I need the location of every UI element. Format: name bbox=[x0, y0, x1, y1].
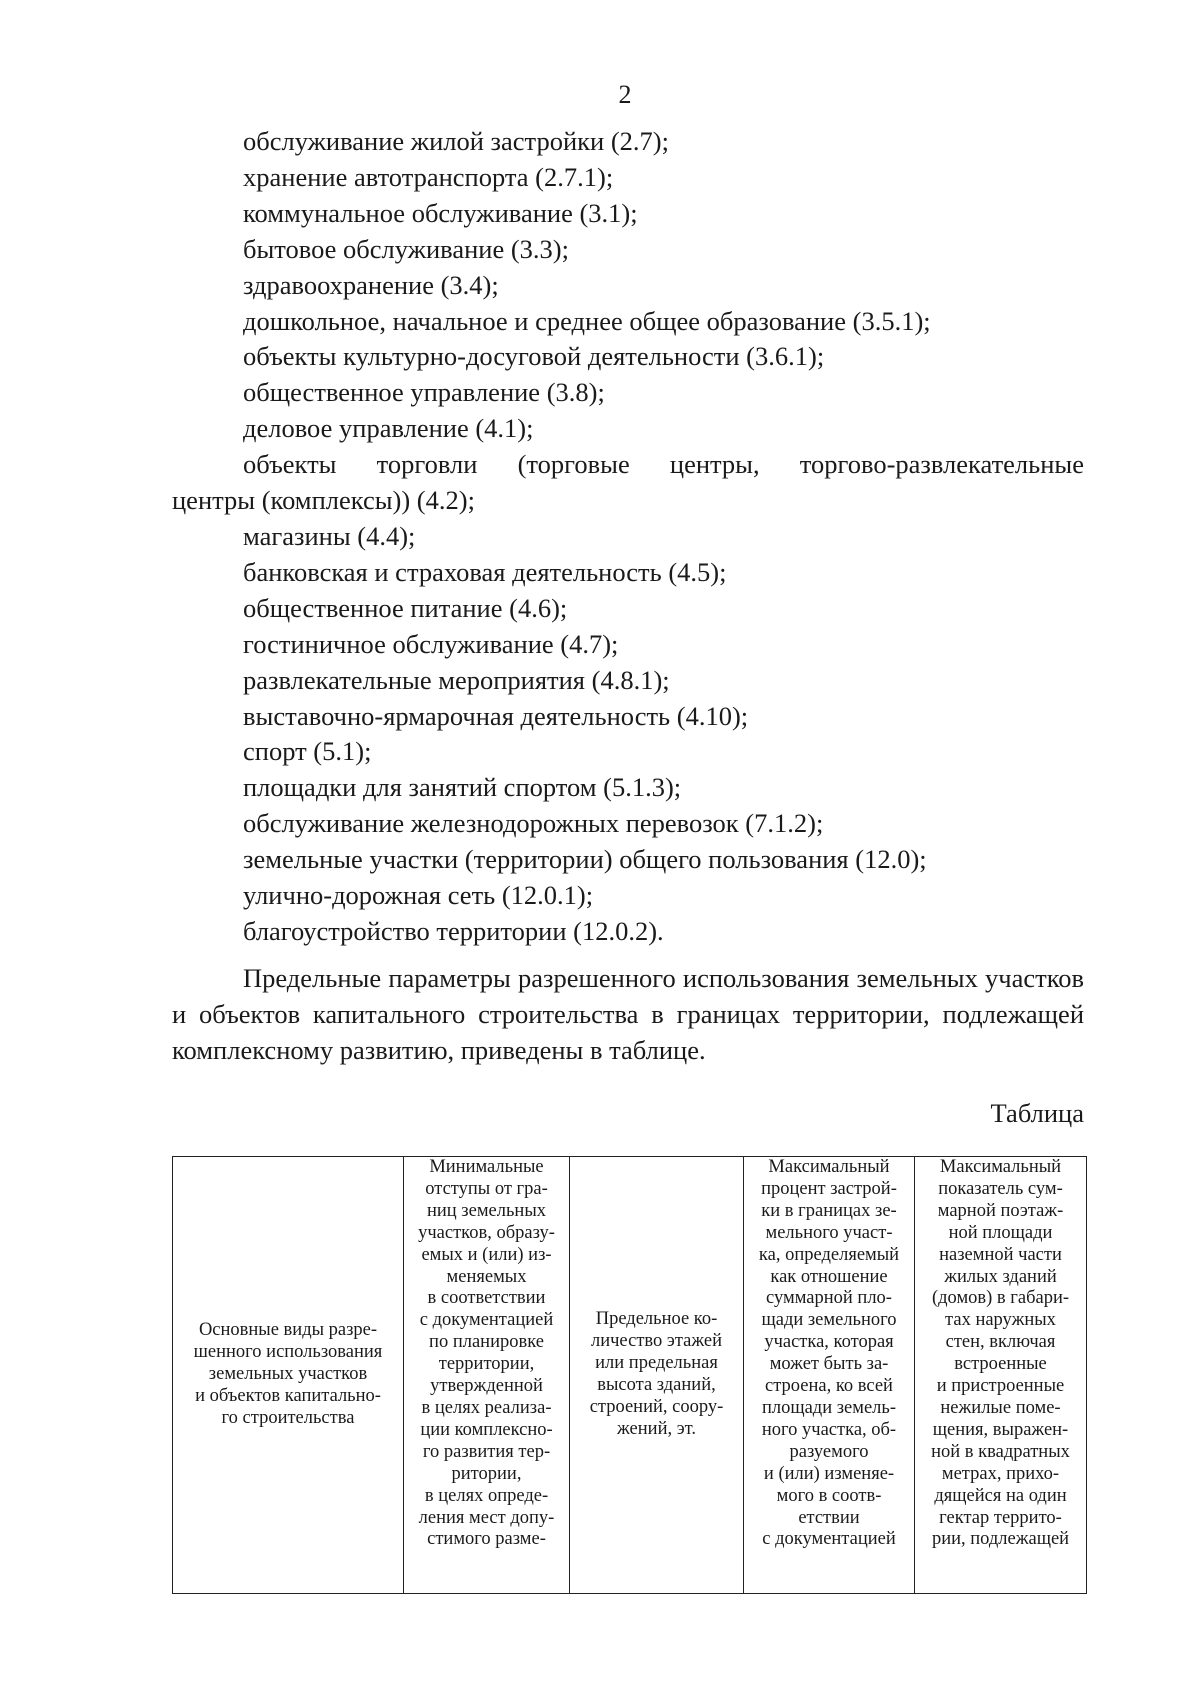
header-line: показатель сум- bbox=[938, 1178, 1063, 1199]
use-item: общественное управление (3.8); bbox=[243, 377, 605, 408]
header-line: Предельное ко- bbox=[595, 1309, 718, 1330]
header-line: площади земель- bbox=[761, 1397, 897, 1418]
header-line: личество этажей bbox=[591, 1331, 722, 1352]
header-line: ной в квадратных bbox=[931, 1441, 1070, 1462]
header-line: участка, которая bbox=[764, 1332, 894, 1353]
header-line: щади земельного bbox=[761, 1310, 897, 1331]
use-item-trade bbox=[172, 447, 1084, 519]
header-line: ной площади bbox=[948, 1222, 1053, 1243]
header-line: гектар террито- bbox=[939, 1507, 1062, 1528]
header-line: в соответствии bbox=[427, 1288, 546, 1309]
header-line: ного участка, об- bbox=[761, 1419, 897, 1440]
use-item-trade-line-2: центры (комплексы)) (4.2); bbox=[172, 485, 475, 516]
header-line: ления мест допу- bbox=[418, 1507, 555, 1528]
header-line: с документацией bbox=[762, 1529, 896, 1550]
header-line: нежилые поме- bbox=[940, 1397, 1061, 1418]
header-line: отступы от гра- bbox=[425, 1178, 548, 1199]
header-line: жений, эт. bbox=[617, 1418, 696, 1439]
permitted-uses-list bbox=[172, 124, 1084, 950]
header-line: в целях опреде- bbox=[424, 1485, 549, 1506]
header-line: шенного использования bbox=[193, 1342, 383, 1363]
header-line: дящейся на один bbox=[934, 1485, 1067, 1506]
header-line: стен, включая bbox=[945, 1332, 1056, 1353]
use-item: общественное питание (4.6); bbox=[243, 592, 568, 623]
header-line: встроенные bbox=[954, 1354, 1047, 1375]
header-line: тах наружных bbox=[945, 1310, 1056, 1331]
header-line: территории, bbox=[438, 1354, 535, 1375]
header-line: утвержденной bbox=[430, 1376, 543, 1397]
header-line: ка, определяемый bbox=[758, 1244, 900, 1265]
use-item: магазины (4.4); bbox=[243, 520, 416, 551]
header-line: разуемого bbox=[789, 1441, 869, 1462]
header-line: го развития тер- bbox=[422, 1441, 551, 1462]
header-line: строена, ко всей bbox=[765, 1376, 893, 1397]
use-item: земельные участки (территории) общего пользования (12.0); bbox=[243, 844, 927, 875]
use-item: обслуживание жилой застройки (2.7); bbox=[243, 126, 669, 156]
header-line: земельных участков bbox=[208, 1364, 368, 1385]
header-line: щения, выражен- bbox=[932, 1419, 1069, 1440]
parameters-table bbox=[172, 1156, 1087, 1594]
header-line: Основные виды разре- bbox=[198, 1320, 378, 1341]
header-line: етствии bbox=[798, 1507, 860, 1528]
use-item: банковская и страховая деятельность (4.5); bbox=[243, 556, 727, 587]
header-line: ритории, bbox=[451, 1463, 522, 1484]
header-line: или предельная bbox=[595, 1353, 718, 1374]
use-item: развлекательные мероприятия (4.8.1); bbox=[243, 664, 670, 695]
page-number: 2 bbox=[618, 80, 632, 109]
header-min-setbacks bbox=[404, 1157, 570, 1594]
header-line: ции комплексно- bbox=[420, 1419, 553, 1440]
header-line: в целях реализа- bbox=[421, 1397, 552, 1418]
use-item-trade-line-1: объекты торговли (торговые центры, торгово-развлекательные bbox=[243, 449, 1084, 480]
header-line: марной поэтаж- bbox=[937, 1200, 1064, 1221]
header-line: и объектов капитально- bbox=[195, 1385, 381, 1406]
header-line: Минимальные bbox=[429, 1157, 544, 1177]
header-line: участков, образу- bbox=[418, 1222, 555, 1243]
use-item: спорт (5.1); bbox=[243, 736, 372, 767]
header-line: метрах, прихо- bbox=[941, 1463, 1060, 1484]
header-line: по планировке bbox=[429, 1332, 544, 1353]
header-line: мельного участ- bbox=[765, 1222, 893, 1243]
header-line: ниц земельных bbox=[426, 1200, 546, 1221]
header-line: процент застрой- bbox=[761, 1178, 897, 1199]
header-max-coverage-percent bbox=[744, 1157, 915, 1594]
header-line: ки в границах зе- bbox=[761, 1200, 897, 1221]
header-permitted-use-types bbox=[173, 1157, 404, 1594]
use-item: хранение автотранспорта (2.7.1); bbox=[243, 161, 614, 192]
header-line: и пристроенные bbox=[936, 1376, 1065, 1397]
header-line: жилых зданий bbox=[944, 1266, 1057, 1287]
header-max-floors bbox=[570, 1157, 744, 1594]
use-item: обслуживание железнодорожных перевозок (7.1.2); bbox=[243, 808, 824, 839]
header-line: Максимальный bbox=[768, 1157, 890, 1177]
header-line: суммарной пло- bbox=[766, 1288, 892, 1309]
table-header-row bbox=[173, 1157, 1087, 1594]
use-item: выставочно-ярмарочная деятельность (4.10); bbox=[243, 700, 749, 731]
header-line: может быть за- bbox=[769, 1354, 889, 1375]
header-line: мого в соотв- bbox=[776, 1485, 882, 1506]
header-line: Максимальный bbox=[939, 1157, 1062, 1177]
use-item: улично-дорожная сеть (12.0.1); bbox=[243, 880, 594, 911]
use-item: здравоохранение (3.4); bbox=[243, 269, 499, 300]
use-item: бытовое обслуживание (3.3); bbox=[243, 233, 569, 264]
parameters-paragraph: Предельные параметры разрешенного использования земельных участков и объектов капитального строительства в границах территории, подлежащей комплексному развитию, приведены в таблице. bbox=[172, 963, 1084, 1065]
header-max-floor-area-index bbox=[915, 1157, 1087, 1594]
use-item: коммунальное обслуживание (3.1); bbox=[243, 197, 638, 228]
header-line: и (или) изменяе- bbox=[763, 1463, 895, 1484]
table-caption: Таблица bbox=[990, 1098, 1084, 1128]
use-item: площадки для занятий спортом (5.1.3); bbox=[243, 772, 682, 803]
header-line: с документацией bbox=[419, 1310, 554, 1331]
header-line: наземной части bbox=[939, 1244, 1062, 1265]
header-line: емых и (или) из- bbox=[421, 1244, 552, 1265]
header-line: рии, подлежащей bbox=[931, 1529, 1070, 1550]
use-item: гостиничное обслуживание (4.7); bbox=[243, 628, 619, 659]
use-item: дошкольное, начальное и среднее общее образование (3.5.1); bbox=[243, 305, 931, 336]
header-line: высота зданий, bbox=[597, 1375, 716, 1395]
use-item: благоустройство территории (12.0.2). bbox=[243, 915, 664, 946]
header-line: строений, соору- bbox=[589, 1396, 724, 1417]
header-line: как отношение bbox=[770, 1266, 888, 1287]
header-line: (домов) в габари- bbox=[931, 1288, 1070, 1309]
use-item: деловое управление (4.1); bbox=[243, 413, 534, 444]
header-line: стимого разме- bbox=[427, 1529, 546, 1550]
use-item: объекты культурно-досуговой деятельности (3.6.1); bbox=[243, 341, 825, 372]
header-line: го строительства bbox=[221, 1407, 355, 1428]
header-line: меняемых bbox=[446, 1266, 527, 1287]
